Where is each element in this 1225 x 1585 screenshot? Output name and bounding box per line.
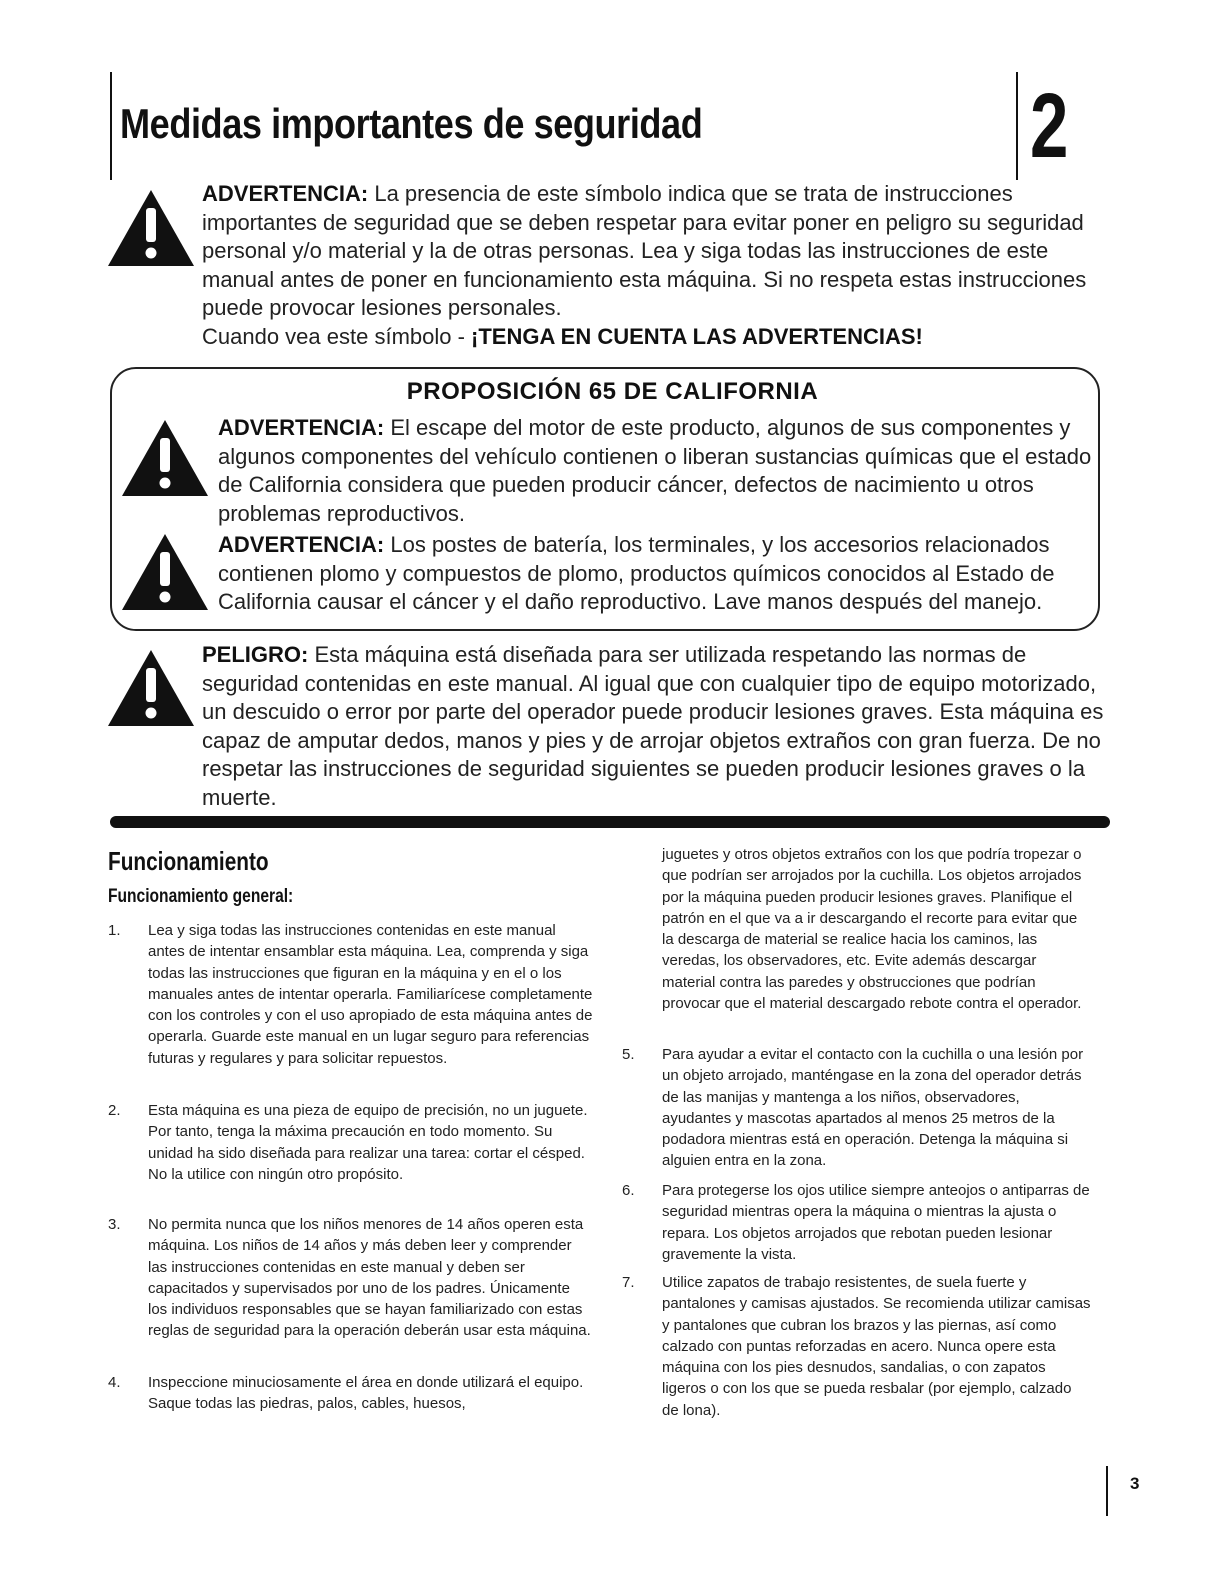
warning-triangle-icon xyxy=(120,418,210,498)
list-item-number: 5. xyxy=(622,1046,635,1063)
header-left-rule xyxy=(110,72,112,180)
list-item-text: Inspeccione minuciosamente el área en donde utilizará el equipo. Saque todas las piedras, palos, cables, huesos, xyxy=(148,1374,584,1413)
prop65-warning-1-lead: ADVERTENCIA: xyxy=(218,415,385,440)
prop65-warning-2-lead: ADVERTENCIA: xyxy=(218,532,385,557)
list-item-text: Esta máquina es una pieza de equipo de precisión, no un juguete. Por tanto, tenga la máxima precaución en todo momento. Su unidad ha sido diseñada para realizar una tarea: cortar el césped. No la utilice con ningún otro propósito. xyxy=(148,1102,588,1183)
header-right-rule xyxy=(1016,72,1018,180)
list-item-text: juguetes y otros objetos extraños con los que podría tropezar o que podrían ser arrojados por la cuchilla. Los objetos arrojados por la máquina pueden producir lesiones graves. Planifique el patrón en el que va a ir descargando el recorte para evitar que la descarga de material se realice hacia los caminos, las veredas, los observadores, etc. Evite además descargar material contra las paredes y obstrucciones que podrían provocar que el material descargado rebote contra el operador. xyxy=(662,846,1082,1013)
list-item-text: Lea y siga todas las instrucciones contenidas en este manual antes de intentar ensamblar esta máquina. Lea, comprenda y siga todas las instrucciones que figuran en la máquina y en el o los manuales antes de intentar operarla. Familiarícese completamente con los controles y con el uso apropiado de esta máquina antes de operarla. Guarde este manual en un lugar seguro para referencias futuras y regulares y para solicitar repuestos. xyxy=(148,922,593,1067)
chapter-number: 2 xyxy=(1030,75,1069,177)
prop65-warning-1 xyxy=(218,414,1098,528)
section-divider xyxy=(110,816,1110,828)
footer-rule xyxy=(1106,1466,1108,1516)
danger-text: Esta máquina está diseñada para ser utilizada respetando las normas de seguridad contenidas en este manual. Al igual que con cualquier tipo de equipo motorizado, un descuido o error por parte del operador puede producir lesiones graves. Esta máquina es capaz de amputar dedos, manos y pies y de arrojar objetos extraños con gran fuerza. De no respetar las instrucciones de seguridad siguientes se pueden producir lesiones graves o la muerte. xyxy=(202,642,1104,810)
intro-warning xyxy=(202,180,1107,351)
page-title: Medidas importantes de seguridad xyxy=(120,100,703,147)
section-title: Funcionamiento xyxy=(108,846,269,876)
warning-triangle-icon xyxy=(106,188,196,268)
danger-lead: PELIGRO: xyxy=(202,642,309,667)
warning-triangle-icon xyxy=(106,648,196,728)
list-item-number: 1. xyxy=(108,922,121,939)
prop65-warning-2 xyxy=(218,531,1088,617)
list-item-number: 3. xyxy=(108,1216,121,1233)
list-item-text: Utilice zapatos de trabajo resistentes, de suela fuerte y pantalones y camisas ajustados. Se recomienda utilizar camisas y pantalones que cubran los brazos y las piernas, así como calzado con puntas reforzadas en acero. Nunca opere esta máquina con los pies desnudos, sandalias, o con zapatos ligeros o con los que se pueda resbalar (por ejemplo, calzado de lona). xyxy=(662,1274,1091,1419)
page-number: 3 xyxy=(1130,1474,1140,1493)
prop65-warning-1-text: El escape del motor de este producto, algunos de sus componentes y algunos componentes del vehículo contienen o liberan sustancias químicas que el estado de California considera que pueden producir cáncer, defectos de nacimiento u otros problemas reproductivos. xyxy=(218,415,1092,526)
intro-symbol-prefix: Cuando vea este símbolo - xyxy=(202,323,472,349)
list-item-number: 4. xyxy=(108,1374,121,1391)
intro-symbol-emphasis: ¡TENGA EN CUENTA LAS ADVERTENCIAS! xyxy=(471,323,923,349)
list-item-number: 6. xyxy=(622,1182,635,1199)
list-item-text: No permita nunca que los niños menores de 14 años operen esta máquina. Los niños de 14 años y más deben leer y comprender las instrucciones contenidas en este manual y deben ser capacitados y supervisados por uno de los padres. Únicamente los individuos responsables que se hayan familiarizado con estas reglas de seguridad para la operación deberán usar esta máquina. xyxy=(148,1216,591,1340)
list-item-number: 2. xyxy=(108,1102,121,1119)
list-item-text: Para protegerse los ojos utilice siempre anteojos o antiparras de seguridad mientras opera la máquina o mientras la ajusta o repara. Los objetos arrojados que rebotan pueden lesionar gravemente la vista. xyxy=(662,1182,1090,1263)
intro-warning-lead: ADVERTENCIA: xyxy=(202,181,369,206)
intro-warning-text: La presencia de este símbolo indica que se trata de instrucciones importantes de seguridad que se deben respetar para evitar poner en peligro su seguridad personal y/o material y la de otras personas. Lea y siga todas las instrucciones de este manual antes de poner en funcionamiento esta máquina. Si no respeta estas instrucciones puede provocar lesiones personales. xyxy=(202,181,1087,320)
warning-triangle-icon xyxy=(120,532,210,612)
list-item-number: 7. xyxy=(622,1274,635,1291)
subsection-title: Funcionamiento general: xyxy=(108,886,294,907)
list-item-text: Para ayudar a evitar el contacto con la cuchilla o una lesión por un objeto arrojado, manténgase en la zona del operador detrás de las manijas y mantenga a los niños, observadores, ayudantes y mascotas apartados al menos 25 metros de la podadora mientras está en operación. Detenga la máquina si alguien entra en la zona. xyxy=(662,1046,1084,1170)
danger-warning xyxy=(202,641,1107,812)
prop65-title: PROPOSICIÓN 65 DE CALIFORNIA xyxy=(406,378,819,405)
prop65-warning-2-text: Los postes de batería, los terminales, y los accesorios relacionados contienen plomo y compuestos de plomo, productos químicos conocidos al Estado de California causar el cáncer y el daño reproductivo. Lave manos después del manejo. xyxy=(218,532,1055,614)
